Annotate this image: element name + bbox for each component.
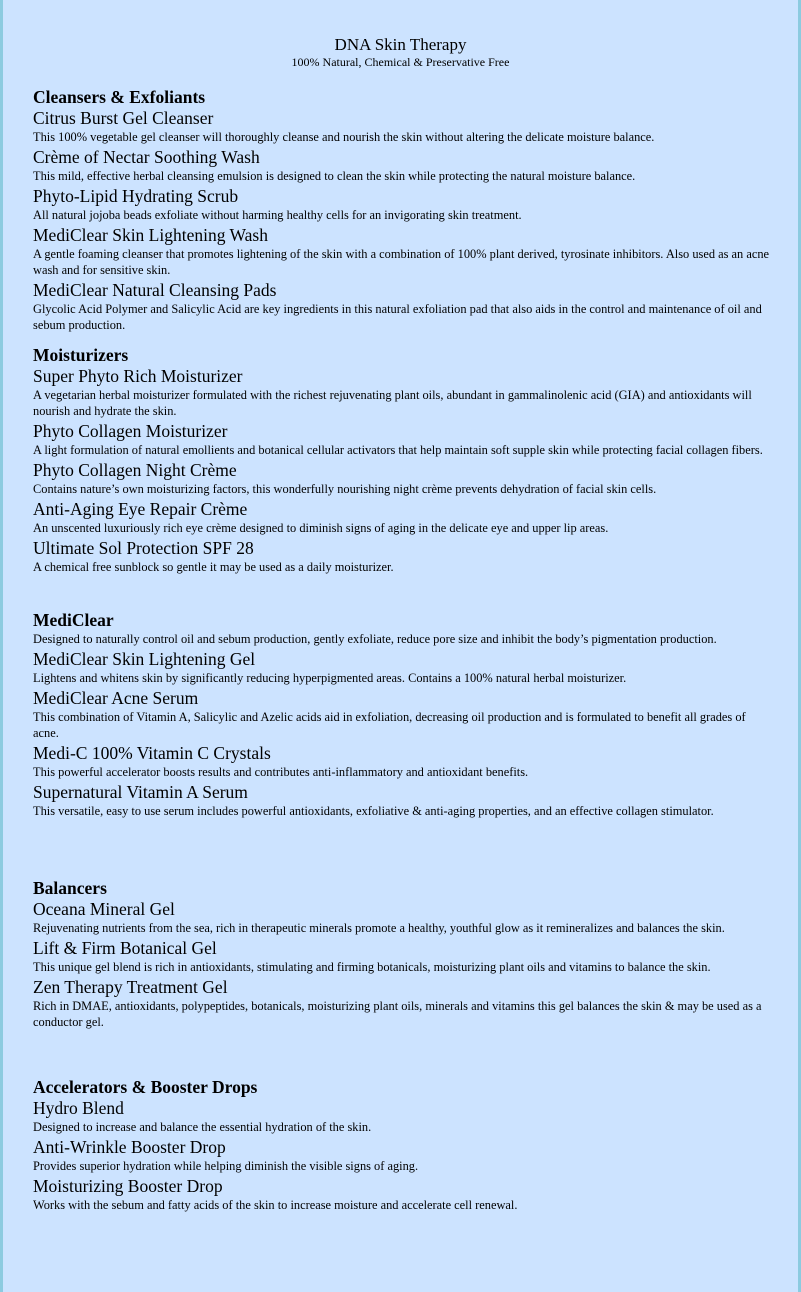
product-description: Contains nature’s own moisturizing factors, this wonderfully nourishing night crème prevents dehydration of facial skin cells.: [33, 482, 657, 496]
product-description: All natural jojoba beads exfoliate without harming healthy cells for an invigorating skin treatment.: [33, 208, 522, 222]
product-name: MediClear Acne Serum: [33, 688, 199, 708]
product-item: [33, 499, 773, 536]
section-moisturizers: [33, 344, 773, 577]
product-description: This powerful accelerator boosts results and contributes anti-inflammatory and antioxidant benefits.: [33, 765, 529, 779]
product-item: [33, 421, 773, 458]
product-name: Phyto Collagen Night Crème: [33, 460, 237, 480]
product-item: [33, 743, 773, 780]
product-description: Provides superior hydration while helping diminish the visible signs of aging.: [33, 1159, 419, 1173]
product-item: [33, 1137, 773, 1174]
product-name: Lift & Firm Botanical Gel: [33, 938, 217, 958]
product-name: Phyto Collagen Moisturizer: [33, 421, 228, 441]
product-name: Citrus Burst Gel Cleanser: [33, 108, 214, 128]
section-accelerators-booster-drops: [33, 1076, 773, 1215]
product-description: A light formulation of natural emollients and botanical cellular activators that help maintain soft supple skin while protecting facial collagen fibers.: [33, 443, 763, 457]
product-description: This mild, effective herbal cleansing emulsion is designed to clean the skin while protecting the natural moisture balance.: [33, 169, 636, 183]
section-title: Cleansers & Exfoliants: [33, 87, 206, 107]
section-cleansers-exfoliants: [33, 86, 773, 335]
page-header: [0, 34, 801, 70]
product-description: Works with the sebum and fatty acids of the skin to increase moisture and accelerate cell renewal.: [33, 1198, 518, 1212]
section-balancers: [33, 877, 773, 1032]
product-name: Zen Therapy Treatment Gel: [33, 977, 228, 997]
product-item: [33, 366, 773, 419]
section-title: Balancers: [33, 878, 107, 898]
product-description: This 100% vegetable gel cleanser will thoroughly cleanse and nourish the skin without altering the delicate moisture balance.: [33, 130, 655, 144]
product-item: [33, 538, 773, 575]
product-name: MediClear Skin Lightening Wash: [33, 225, 268, 245]
product-item: [33, 1098, 773, 1135]
product-description: This versatile, easy to use serum includes powerful antioxidants, exfoliative & anti-aging properties, and an effective collagen stimulator.: [33, 804, 714, 818]
product-name: Supernatural Vitamin A Serum: [33, 782, 248, 802]
product-name: Medi-C 100% Vitamin C Crystals: [33, 743, 271, 763]
product-description: Rich in DMAE, antioxidants, polypeptides, botanicals, moisturizing plant oils, minerals and vitamins this gel balances the skin & may be used as a conductor gel.: [33, 999, 762, 1029]
product-item: [33, 977, 773, 1030]
product-description: Designed to increase and balance the essential hydration of the skin.: [33, 1120, 372, 1134]
product-name: MediClear Skin Lightening Gel: [33, 649, 256, 669]
section-title: Moisturizers: [33, 345, 129, 365]
page-subtitle: 100% Natural, Chemical & Preservative Free: [291, 55, 510, 69]
product-item: [33, 899, 773, 936]
product-item: [33, 649, 773, 686]
product-name: Hydro Blend: [33, 1098, 124, 1118]
section-mediclear: [33, 609, 773, 821]
product-description: Lightens and whitens skin by significantly reducing hyperpigmented areas. Contains a 100% natural herbal moisturizer.: [33, 671, 627, 685]
product-description: Rejuvenating nutrients from the sea, rich in therapeutic minerals promote a healthy, youthful glow as it remineralizes and balances the skin.: [33, 921, 725, 935]
product-item: [33, 147, 773, 184]
product-description: A vegetarian herbal moisturizer formulated with the richest rejuvenating plant oils, abundant in gammalinolenic acid (GIA) and antioxidants will nourish and hydrate the skin.: [33, 388, 752, 418]
product-item: [33, 1176, 773, 1213]
section-title: Accelerators & Booster Drops: [33, 1077, 258, 1097]
product-item: [33, 782, 773, 819]
product-list-page: [33, 34, 773, 1212]
product-item: [33, 460, 773, 497]
product-item: [33, 938, 773, 975]
product-name: Phyto-Lipid Hydrating Scrub: [33, 186, 239, 206]
product-description: Glycolic Acid Polymer and Salicylic Acid are key ingredients in this natural exfoliation pad that also aids in the control and maintenance of oil and sebum production.: [33, 302, 762, 332]
product-description: This combination of Vitamin A, Salicylic and Azelic acids aid in exfoliation, decreasing oil production and is formulated to benefit all grades of acne.: [33, 710, 746, 740]
product-description: A gentle foaming cleanser that promotes lightening of the skin with a combination of 100% plant derived, tyrosinate inhibitors. Also used as an acne wash and for sensitive skin.: [33, 247, 770, 277]
product-name: Super Phyto Rich Moisturizer: [33, 366, 243, 386]
product-name: Moisturizing Booster Drop: [33, 1176, 223, 1196]
product-name: Anti-Aging Eye Repair Crème: [33, 499, 248, 519]
left-frame-border: [0, 0, 3, 1292]
section-description: Designed to naturally control oil and sebum production, gently exfoliate, reduce pore size and inhibit the body’s pigmentation production.: [33, 632, 717, 646]
product-name: Anti-Wrinkle Booster Drop: [33, 1137, 226, 1157]
product-description: A chemical free sunblock so gentle it may be used as a daily moisturizer.: [33, 560, 394, 574]
product-item: [33, 280, 773, 333]
section-title: MediClear: [33, 610, 114, 630]
product-item: [33, 225, 773, 278]
product-item: [33, 186, 773, 223]
product-description: This unique gel blend is rich in antioxidants, stimulating and firming botanicals, moisturizing plant oils and vitamins to balance the skin.: [33, 960, 711, 974]
product-name: Oceana Mineral Gel: [33, 899, 175, 919]
product-item: [33, 108, 773, 145]
product-name: Ultimate Sol Protection SPF 28: [33, 538, 254, 558]
product-item: [33, 688, 773, 741]
product-name: Crème of Nectar Soothing Wash: [33, 147, 260, 167]
page-title: DNA Skin Therapy: [334, 35, 467, 54]
product-description: An unscented luxuriously rich eye crème designed to diminish signs of aging in the delicate eye and upper lip areas.: [33, 521, 609, 535]
product-name: MediClear Natural Cleansing Pads: [33, 280, 277, 300]
